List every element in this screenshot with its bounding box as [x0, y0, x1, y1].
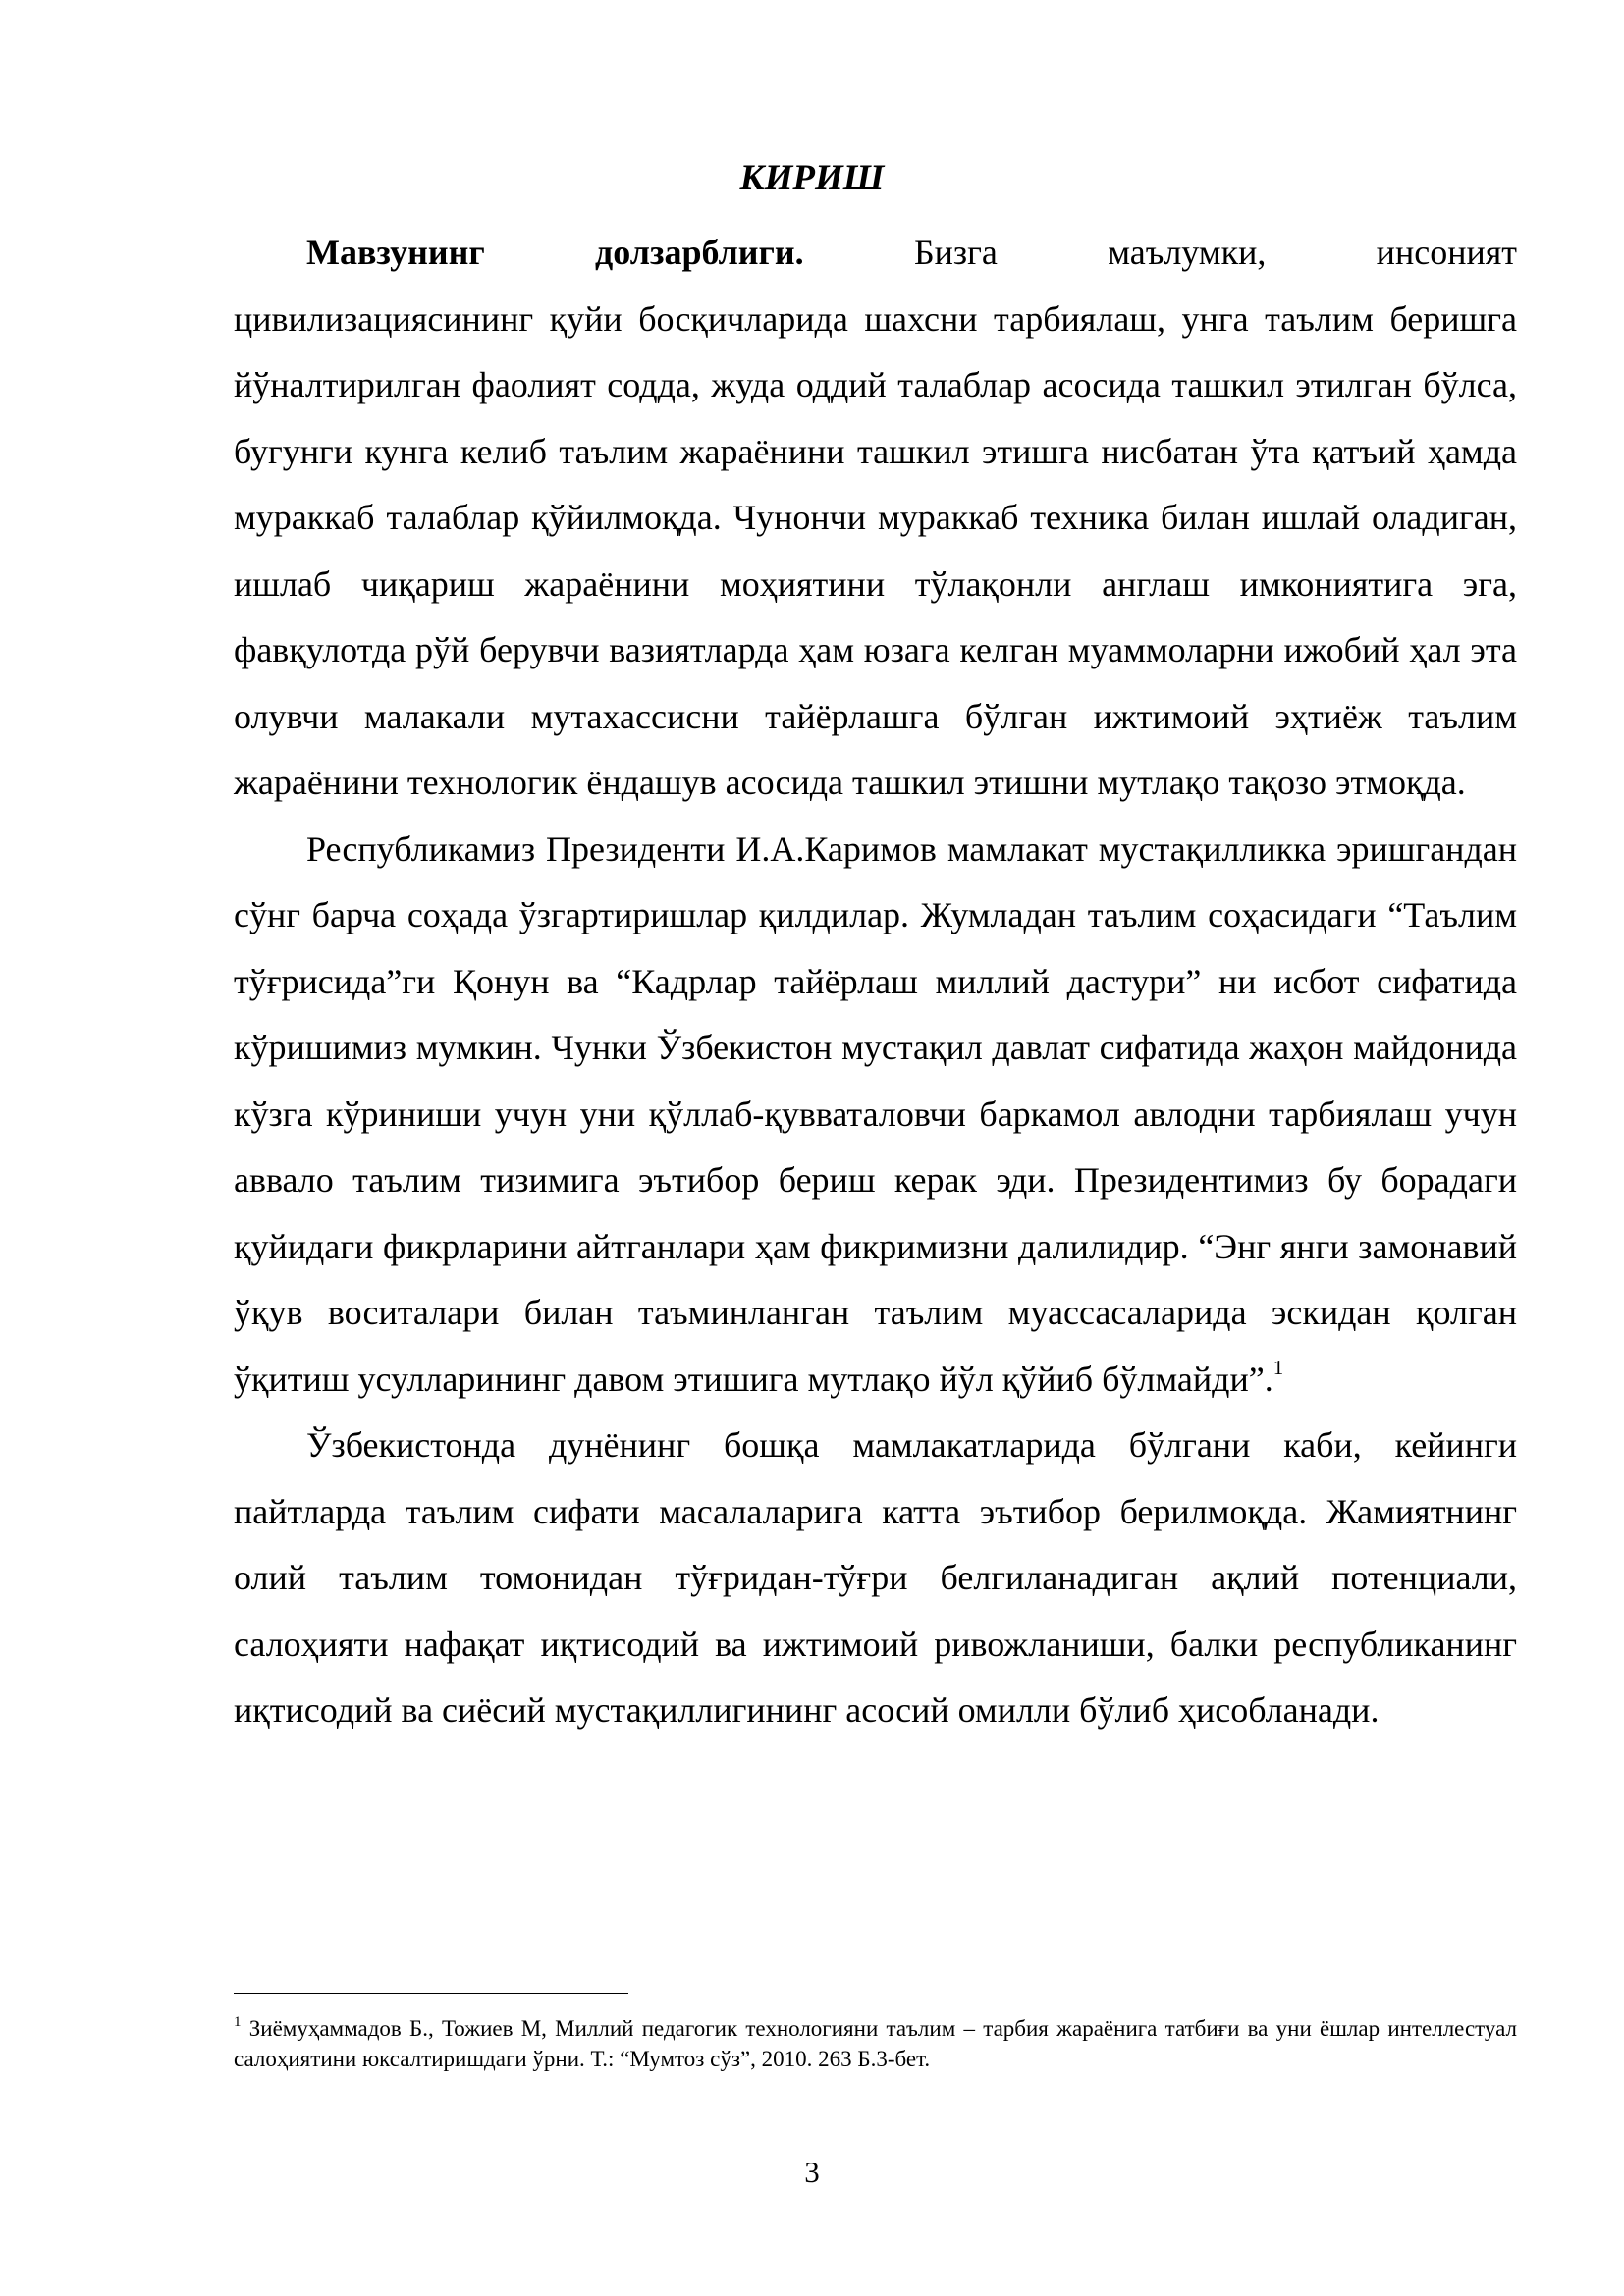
- page-title: КИРИШ: [739, 158, 885, 198]
- main-text: [234, 220, 1517, 1744]
- paragraph-uzbekistan: [234, 1413, 1517, 1744]
- paragraph-lead: Мавзунинг долзарблиги.: [306, 233, 804, 272]
- paragraph-relevance: [234, 220, 1517, 817]
- footnote-separator: [234, 1993, 628, 1994]
- paragraph-president: [234, 817, 1517, 1414]
- paragraph-text: Ўзбекистонда дунёнинг бошқа мамлакатларида бўлгани каби, кейинги пайтларда таълим сифати масалаларига катта эътибор берилмоқда. Жамиятнинг олий таълим томонидан тўғридан-тўғри белгиланадиган ақлий потенциали, салоҳияти нафақат иқтисодий ва ижтимоий ривожланиши, балки республиканинг иқтисодий ва сиёсий мустақиллигининг асосий омилли бўлиб ҳисобланади.: [234, 1425, 1517, 1730]
- footnote-text: Зиёмуҳаммадов Б., Тожиев М, Миллий педагогик технологияни таълим – тарбия жараёнига татбиғи ва уни ёшлар интеллестуал салоҳиятини юксалтиришдаги ўрни. Т.: “Мумтоз сўз”, 2010. 263 Б.3-бет.: [234, 2016, 1517, 2071]
- paragraph-lead-tail: Бизга маълумки, инсоният: [913, 233, 1518, 272]
- footnote: [234, 2013, 1517, 2074]
- page-number: 3: [804, 2155, 820, 2189]
- footnote-marker: 1: [234, 2014, 242, 2030]
- paragraph-text: цивилизациясининг қуйи босқичларида шахсни тарбиялаш, унга таълим беришга йўналтирилган фаолият содда, жуда оддий талаблар асосида ташкил этилган бўлса, бугунги кунга келиб таълим жараёнини ташкил этишга нисбатан ўта қатъий ҳамда мураккаб талаблар қўйилмоқда. Чунончи мураккаб техника билан ишлай оладиган, ишлаб чиқариш жараёнини моҳиятини тўлақонли англаш имкониятига эга, фавқулотда рўй берувчи вазиятларда ҳам юзага келган муаммоларни ижобий ҳал эта олувчи малакали мутахассисни тайёрлашга бўлган ижтимоий эҳтиёж таълим жараёнини технологик ёндашув асосида ташкил этишни мутлақо тақозо этмоқда.: [234, 298, 1517, 802]
- paragraph-text: Республикамиз Президенти И.А.Каримов мамлакат мустақилликка эришгандан сўнг барча соҳада ўзгартиришлар қилдилар. Жумладан таълим соҳасидаги “Таълим тўғрисида”ги Қонун ва “Кадрлар тайёрлаш миллий дастури” ни исбот сифатида кўришимиз мумкин. Чунки Ўзбекистон мустақил давлат сифатида жаҳон майдонида кўзга кўриниши учун уни қўллаб-қувваталовчи баркамол авлодни тарбиялаш учун аввало таълим тизимига эътибор бериш керак эди. Президентимиз бу борадаги қуйидаги фикрларини айтганлари ҳам фикримизни далилидир. “Энг янги замонавий ўқув воситалари билан таъминланган таълим муассасаларида эскидан қолган ўқитиш усулларининг давом этишига мутлақо йўл қўйиб бўлмайди”.: [234, 828, 1517, 1399]
- footnote-reference[interactable]: 1: [1272, 1355, 1284, 1379]
